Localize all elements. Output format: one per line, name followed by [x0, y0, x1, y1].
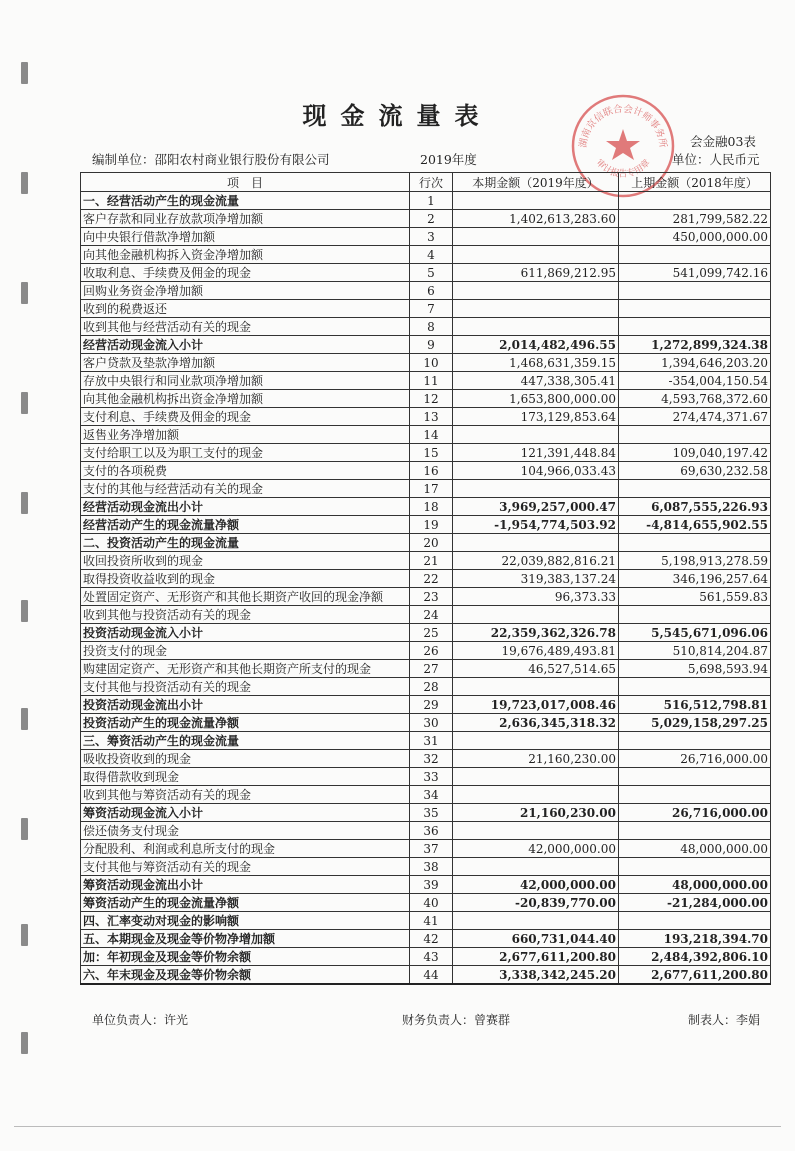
row-line-number: 20: [410, 534, 453, 552]
row-prior-amount: 26,716,000.00: [619, 750, 771, 768]
table-row: [81, 912, 771, 930]
row-item-label: 投资活动现金流出小计: [81, 696, 410, 714]
row-prior-amount: [619, 822, 771, 840]
binder-hole: [21, 708, 28, 730]
row-current-amount: [453, 786, 619, 804]
row-line-number: 30: [410, 714, 453, 732]
row-item-label: 偿还债务支付现金: [81, 822, 410, 840]
table-row: [81, 210, 771, 228]
binder-hole: [21, 392, 28, 414]
row-line-number: 10: [410, 354, 453, 372]
row-line-number: 23: [410, 588, 453, 606]
row-line-number: 19: [410, 516, 453, 534]
binder-hole: [21, 600, 28, 622]
table-row: [81, 534, 771, 552]
row-line-number: 17: [410, 480, 453, 498]
row-current-amount: 611,869,212.95: [453, 264, 619, 282]
row-item-label: 经营活动现金流入小计: [81, 336, 410, 354]
row-current-amount: [453, 228, 619, 246]
row-item-label: 取得借款收到现金: [81, 768, 410, 786]
row-prior-amount: -4,814,655,902.55: [619, 516, 771, 534]
row-line-number: 24: [410, 606, 453, 624]
row-item-label: 支付给职工以及为职工支付的现金: [81, 444, 410, 462]
row-line-number: 21: [410, 552, 453, 570]
row-line-number: 38: [410, 858, 453, 876]
table-row: [81, 390, 771, 408]
form-number: 会金融03表: [690, 134, 756, 149]
row-current-amount: 96,373.33: [453, 588, 619, 606]
header-current-period: 本期金额（2019年度）: [453, 173, 619, 192]
row-item-label: 六、年末现金及现金等价物余额: [81, 966, 410, 985]
table-row: [81, 588, 771, 606]
row-line-number: 28: [410, 678, 453, 696]
table-row: [81, 786, 771, 804]
row-item-label: 一、经营活动产生的现金流量: [81, 192, 410, 210]
row-current-amount: 2,677,611,200.80: [453, 948, 619, 966]
company-name: 编制单位：邵阳农村商业银行股份有限公司: [92, 152, 330, 167]
star-icon: [606, 129, 640, 160]
row-prior-amount: [619, 732, 771, 750]
row-item-label: 经营活动现金流出小计: [81, 498, 410, 516]
row-current-amount: 3,338,342,245.20: [453, 966, 619, 985]
row-line-number: 26: [410, 642, 453, 660]
row-prior-amount: 561,559.83: [619, 588, 771, 606]
binder-hole: [21, 1032, 28, 1054]
row-prior-amount: 274,474,371.67: [619, 408, 771, 426]
table-row: [81, 966, 771, 985]
row-line-number: 3: [410, 228, 453, 246]
row-item-label: 收到其他与投资活动有关的现金: [81, 606, 410, 624]
row-current-amount: 42,000,000.00: [453, 876, 619, 894]
row-current-amount: [453, 534, 619, 552]
row-current-amount: 19,676,489,493.81: [453, 642, 619, 660]
row-prior-amount: 1,394,646,203.20: [619, 354, 771, 372]
row-item-label: 投资活动产生的现金流量净额: [81, 714, 410, 732]
row-current-amount: [453, 606, 619, 624]
row-current-amount: [453, 912, 619, 930]
table-row: [81, 282, 771, 300]
row-line-number: 42: [410, 930, 453, 948]
row-line-number: 4: [410, 246, 453, 264]
row-item-label: 客户存款和同业存放款项净增加额: [81, 210, 410, 228]
table-row: [81, 498, 771, 516]
table-row: [81, 300, 771, 318]
row-prior-amount: 450,000,000.00: [619, 228, 771, 246]
table-row: [81, 552, 771, 570]
row-line-number: 31: [410, 732, 453, 750]
row-line-number: 7: [410, 300, 453, 318]
row-line-number: 22: [410, 570, 453, 588]
table-row: [81, 894, 771, 912]
row-item-label: 吸收投资收到的现金: [81, 750, 410, 768]
row-current-amount: 21,160,230.00: [453, 750, 619, 768]
table-row: [81, 876, 771, 894]
row-item-label: 筹资活动现金流入小计: [81, 804, 410, 822]
report-period: 2019年度: [420, 152, 477, 167]
row-prior-amount: 48,000,000.00: [619, 840, 771, 858]
header-line-no: 行次: [410, 173, 453, 192]
binder-hole: [21, 924, 28, 946]
row-line-number: 43: [410, 948, 453, 966]
table-row: [81, 318, 771, 336]
row-line-number: 44: [410, 966, 453, 985]
row-item-label: 向其他金融机构拆入资金净增加额: [81, 246, 410, 264]
table-row: [81, 570, 771, 588]
row-item-label: 经营活动产生的现金流量净额: [81, 516, 410, 534]
table-row: [81, 804, 771, 822]
row-current-amount: 42,000,000.00: [453, 840, 619, 858]
row-prior-amount: [619, 192, 771, 210]
row-item-label: 投资活动现金流入小计: [81, 624, 410, 642]
row-item-label: 支付其他与投资活动有关的现金: [81, 678, 410, 696]
preparer-signature: 制表人：李娟: [688, 1013, 761, 1027]
row-current-amount: [453, 678, 619, 696]
row-line-number: 35: [410, 804, 453, 822]
row-current-amount: 22,359,362,326.78: [453, 624, 619, 642]
unit-head-signature: 单位负责人：许光: [92, 1013, 189, 1027]
row-prior-amount: 510,814,204.87: [619, 642, 771, 660]
row-prior-amount: [619, 318, 771, 336]
table-row: [81, 858, 771, 876]
row-line-number: 5: [410, 264, 453, 282]
row-prior-amount: 5,029,158,297.25: [619, 714, 771, 732]
row-prior-amount: 6,087,555,226.93: [619, 498, 771, 516]
row-prior-amount: 26,716,000.00: [619, 804, 771, 822]
row-prior-amount: [619, 300, 771, 318]
row-prior-amount: 48,000,000.00: [619, 876, 771, 894]
row-line-number: 16: [410, 462, 453, 480]
table-row: [81, 246, 771, 264]
row-prior-amount: [619, 786, 771, 804]
table-row: [81, 444, 771, 462]
row-line-number: 40: [410, 894, 453, 912]
row-prior-amount: [619, 480, 771, 498]
table-row: [81, 642, 771, 660]
row-item-label: 支付利息、手续费及佣金的现金: [81, 408, 410, 426]
row-item-label: 收到其他与经营活动有关的现金: [81, 318, 410, 336]
row-line-number: 8: [410, 318, 453, 336]
table-row: [81, 750, 771, 768]
binder-hole: [21, 62, 28, 84]
row-item-label: 分配股利、利润或利息所支付的现金: [81, 840, 410, 858]
row-prior-amount: [619, 858, 771, 876]
row-item-label: 收取利息、手续费及佣金的现金: [81, 264, 410, 282]
row-current-amount: 46,527,514.65: [453, 660, 619, 678]
row-item-label: 三、筹资活动产生的现金流量: [81, 732, 410, 750]
row-current-amount: [453, 192, 619, 210]
row-current-amount: 21,160,230.00: [453, 804, 619, 822]
row-item-label: 存放中央银行和同业款项净增加额: [81, 372, 410, 390]
row-item-label: 筹资活动现金流出小计: [81, 876, 410, 894]
row-current-amount: [453, 282, 619, 300]
row-line-number: 6: [410, 282, 453, 300]
row-prior-amount: 5,545,671,096.06: [619, 624, 771, 642]
row-current-amount: 319,383,137.24: [453, 570, 619, 588]
row-current-amount: 1,468,631,359.15: [453, 354, 619, 372]
table-row: [81, 264, 771, 282]
row-item-label: 向其他金融机构拆出资金净增加额: [81, 390, 410, 408]
row-current-amount: 121,391,448.84: [453, 444, 619, 462]
row-item-label: 五、本期现金及现金等价物净增加额: [81, 930, 410, 948]
row-current-amount: 173,129,853.64: [453, 408, 619, 426]
row-item-label: 加：年初现金及现金等价物余额: [81, 948, 410, 966]
row-prior-amount: 193,218,394.70: [619, 930, 771, 948]
binder-hole: [21, 172, 28, 194]
header-item: 项 目: [81, 173, 410, 192]
row-line-number: 9: [410, 336, 453, 354]
table-row: [81, 408, 771, 426]
row-line-number: 39: [410, 876, 453, 894]
row-current-amount: 2,014,482,496.55: [453, 336, 619, 354]
table-row: [81, 426, 771, 444]
row-prior-amount: [619, 606, 771, 624]
row-prior-amount: 1,272,899,324.38: [619, 336, 771, 354]
row-item-label: 回购业务资金净增加额: [81, 282, 410, 300]
seal-text: 湖南京信联合会计师事务所: [577, 103, 669, 149]
row-item-label: 取得投资收益收到的现金: [81, 570, 410, 588]
row-current-amount: [453, 246, 619, 264]
row-item-label: 向中央银行借款净增加额: [81, 228, 410, 246]
row-prior-amount: 4,593,768,372.60: [619, 390, 771, 408]
row-line-number: 37: [410, 840, 453, 858]
row-item-label: 筹资活动产生的现金流量净额: [81, 894, 410, 912]
table-row: [81, 372, 771, 390]
row-item-label: 投资支付的现金: [81, 642, 410, 660]
table-row: [81, 192, 771, 210]
row-prior-amount: 69,630,232.58: [619, 462, 771, 480]
row-line-number: 11: [410, 372, 453, 390]
row-current-amount: -1,954,774,503.92: [453, 516, 619, 534]
table-row: [81, 624, 771, 642]
table-row: [81, 822, 771, 840]
row-prior-amount: [619, 768, 771, 786]
row-prior-amount: 109,040,197.42: [619, 444, 771, 462]
table-row: [81, 660, 771, 678]
row-current-amount: [453, 768, 619, 786]
table-row: [81, 732, 771, 750]
row-item-label: 收到的税费返还: [81, 300, 410, 318]
table-row: [81, 462, 771, 480]
row-item-label: 四、汇率变动对现金的影响额: [81, 912, 410, 930]
table-header-row: [81, 173, 771, 192]
row-item-label: 支付其他与筹资活动有关的现金: [81, 858, 410, 876]
row-prior-amount: 5,198,913,278.59: [619, 552, 771, 570]
table-row: [81, 480, 771, 498]
row-prior-amount: -354,004,150.54: [619, 372, 771, 390]
row-current-amount: [453, 318, 619, 336]
row-prior-amount: [619, 534, 771, 552]
row-line-number: 1: [410, 192, 453, 210]
row-current-amount: 22,039,882,816.21: [453, 552, 619, 570]
page-title: 现金流量表: [302, 101, 493, 130]
row-current-amount: [453, 426, 619, 444]
row-item-label: 二、投资活动产生的现金流量: [81, 534, 410, 552]
row-prior-amount: [619, 912, 771, 930]
row-prior-amount: -21,284,000.00: [619, 894, 771, 912]
row-current-amount: [453, 858, 619, 876]
row-prior-amount: 5,698,593.94: [619, 660, 771, 678]
row-current-amount: 660,731,044.40: [453, 930, 619, 948]
row-line-number: 2: [410, 210, 453, 228]
row-prior-amount: [619, 678, 771, 696]
row-prior-amount: 541,099,742.16: [619, 264, 771, 282]
row-item-label: 支付的各项税费: [81, 462, 410, 480]
binder-hole: [21, 492, 28, 514]
row-item-label: 返售业务净增加额: [81, 426, 410, 444]
table-row: [81, 768, 771, 786]
table-row: [81, 354, 771, 372]
header-prior-period: 上期金额（2018年度）: [619, 173, 771, 192]
row-current-amount: [453, 822, 619, 840]
finance-head-signature: 财务负责人：曾赛群: [402, 1013, 511, 1027]
row-line-number: 14: [410, 426, 453, 444]
table-row: [81, 606, 771, 624]
table-row: [81, 840, 771, 858]
table-row: [81, 714, 771, 732]
row-line-number: 33: [410, 768, 453, 786]
row-line-number: 34: [410, 786, 453, 804]
table-row: [81, 516, 771, 534]
row-current-amount: -20,839,770.00: [453, 894, 619, 912]
row-line-number: 15: [410, 444, 453, 462]
row-prior-amount: 2,484,392,806.10: [619, 948, 771, 966]
row-current-amount: 1,402,613,283.60: [453, 210, 619, 228]
row-current-amount: 104,966,033.43: [453, 462, 619, 480]
row-prior-amount: [619, 282, 771, 300]
row-line-number: 12: [410, 390, 453, 408]
row-prior-amount: 281,799,582.22: [619, 210, 771, 228]
row-prior-amount: [619, 426, 771, 444]
row-item-label: 处置固定资产、无形资产和其他长期资产收回的现金净额: [81, 588, 410, 606]
row-prior-amount: 346,196,257.64: [619, 570, 771, 588]
row-prior-amount: [619, 246, 771, 264]
row-current-amount: [453, 300, 619, 318]
row-item-label: 客户贷款及垫款净增加额: [81, 354, 410, 372]
row-item-label: 收回投资所收到的现金: [81, 552, 410, 570]
row-line-number: 27: [410, 660, 453, 678]
seal-subtext: 审计报告专用章: [593, 158, 653, 180]
cash-flow-table: [80, 172, 771, 985]
page-edge-line: [14, 1126, 781, 1127]
row-line-number: 13: [410, 408, 453, 426]
row-line-number: 36: [410, 822, 453, 840]
table-row: [81, 696, 771, 714]
row-current-amount: [453, 480, 619, 498]
row-current-amount: 3,969,257,000.47: [453, 498, 619, 516]
table-row: [81, 228, 771, 246]
row-current-amount: 2,636,345,318.32: [453, 714, 619, 732]
row-item-label: 购建固定资产、无形资产和其他长期资产所支付的现金: [81, 660, 410, 678]
row-current-amount: 1,653,800,000.00: [453, 390, 619, 408]
currency-unit: 单位：人民币元: [672, 152, 760, 167]
row-line-number: 18: [410, 498, 453, 516]
binder-hole: [21, 818, 28, 840]
row-current-amount: 19,723,017,008.46: [453, 696, 619, 714]
row-item-label: 收到其他与筹资活动有关的现金: [81, 786, 410, 804]
row-prior-amount: 2,677,611,200.80: [619, 966, 771, 985]
row-current-amount: 447,338,305.41: [453, 372, 619, 390]
row-line-number: 41: [410, 912, 453, 930]
table-row: [81, 930, 771, 948]
row-item-label: 支付的其他与经营活动有关的现金: [81, 480, 410, 498]
table-row: [81, 678, 771, 696]
row-current-amount: [453, 732, 619, 750]
row-prior-amount: 516,512,798.81: [619, 696, 771, 714]
row-line-number: 29: [410, 696, 453, 714]
row-line-number: 25: [410, 624, 453, 642]
table-row: [81, 336, 771, 354]
binder-hole: [21, 282, 28, 304]
table-row: [81, 948, 771, 966]
row-line-number: 32: [410, 750, 453, 768]
